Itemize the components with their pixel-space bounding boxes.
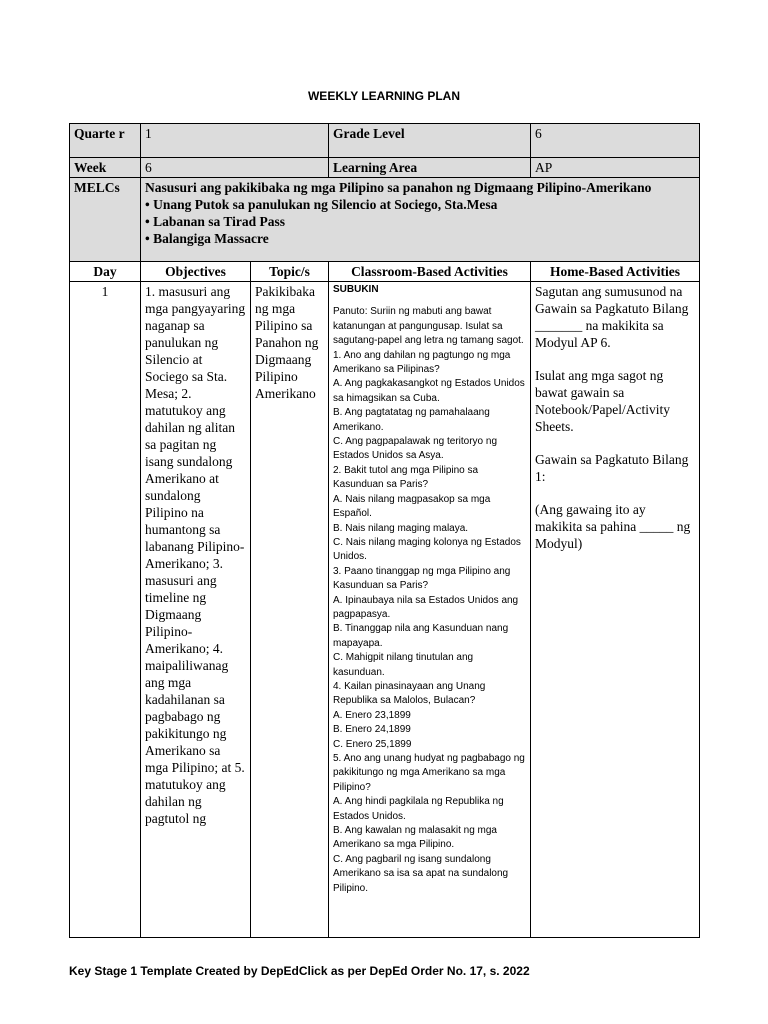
melcs-label: MELCs [70,178,141,262]
home-paragraph: Sagutan ang sumusunod na Gawain sa Pagkatuto Bilang _______ na makikita sa Modyul AP 6. [535,284,689,350]
week-label: Week [70,158,141,178]
learning-area-label: Learning Area [329,158,531,178]
activity-line: A. Nais nilang magpasakop sa mga Español. [333,493,491,520]
document-title: WEEKLY LEARNING PLAN [307,89,460,103]
home-activities-cell [531,282,700,938]
classroom-activities-cell [329,282,531,938]
melcs-row [70,178,700,262]
grade-level-value: 6 [531,124,700,158]
learning-area-value: AP [531,158,700,178]
activity-line: A. Ipinaubaya nila sa Estados Unidos ang pagpapasya. [333,594,519,620]
day-row [70,282,700,938]
melc-line: Nasusuri ang pakikibaka ng mga Pilipino sa panahon ng Digmaang Pilipino-Amerikano [145,180,652,195]
home-paragraph: (Ang gawaing ito ay makikita sa pahina _____ ng Modyul) [535,502,691,551]
melcs-content [141,178,700,262]
header-objectives: Objectives [141,262,251,282]
day-number: 1 [70,282,141,938]
header-home-activities: Home-Based Activities [531,262,700,282]
activity-line: A. Enero 23,1899 [333,709,411,721]
grade-level-label: Grade Level [329,124,531,158]
activity-line: B. Tinanggap nila ang Kasunduan nang mapayapa. [333,623,509,649]
footer-note: Key Stage 1 Template Created by DepEdClick as per DepEd Order No. 17, s. 2022 [69,964,530,978]
activity-line: 2. Bakit tutol ang mga Pilipino sa Kasunduan sa Paris? [333,464,479,491]
subukin-heading: SUBUKIN [333,284,379,295]
melc-line: • Unang Putok sa panulukan ng Silencio at Sociego, Sta.Mesa [145,197,498,212]
header-classroom-activities: Classroom-Based Activities [329,262,531,282]
activity-line: C. Ang pagpapalawak ng teritoryo ng Estados Unidos sa Asya. [333,436,497,462]
activity-line: A. Ang pagkakasangkot ng Estados Unidos sa himagsikan sa Cuba. [333,378,525,404]
quarter-label: Quarte r [70,124,141,158]
activity-line: B. Enero 24,1899 [333,724,411,736]
activity-line: B. Ang kawalan ng malasakit ng mga Amerikano sa mga Pilipino. [333,825,497,851]
header-topics: Topic/s [251,262,329,282]
home-paragraph: Isulat ang mga sagot ng bawat gawain sa Notebook/Papel/Activity Sheets. [535,368,670,434]
objectives-cell: 1. masusuri ang mga pangyayaring naganap sa panulukan ng Silencio at Sociego sa Sta. Mesa; 2. matutukoy ang dahilan ng alitan sa pagitan ng isang sundalong Amerikano at sundalong Pilipino na humantong sa labanang Pilipino-Amerikano; 3. masusuri ang timeline ng Digmaang Pilipino-Amerikano; 4. maipaliliwanag ang mga kadahilanan sa pagbabago ng pakikitungo ng Amerikano sa mga Pilipino; at 5. matutukoy ang dahilan ng pagtutol ng [141,282,251,938]
melc-line: • Labanan sa Tirad Pass [145,214,286,229]
week-value: 6 [141,158,329,178]
activity-line: B. Ang pagtatatag ng pamahalaang Amerikano. [333,407,490,433]
activity-line: C. Ang pagbaril ng isang sundalong Amerikano sa isa sa apat na sundalong Pilipino. [333,853,509,894]
week-row [70,158,700,178]
activity-line: 5. Ano ang unang hudyat ng pagbabago ng pakikitungo ng mga Amerikano sa mga Pilipino? [333,753,525,793]
quarter-value: 1 [141,124,329,158]
activity-line: C. Enero 25,1899 [333,738,412,750]
topic-cell: Pakikibaka ng mga Pilipino sa Panahon ng Digmaang Pilipino Amerikano [251,282,329,938]
activity-line: Panuto: Suriin ng mabuti ang bawat katanungan at pangungusap. Isulat sa sagutang-papel ang letra ng tamang sagot. [333,306,524,347]
home-paragraph: Gawain sa Pagkatuto Bilang 1: [535,452,689,484]
activity-line: B. Nais nilang maging malaya. [333,522,469,534]
header-day: Day [70,262,141,282]
activity-line: 4. Kailan pinasinayaan ang Unang Republika sa Malolos, Bulacan? [333,680,486,707]
learning-plan-table [69,123,700,938]
melc-line: • Balangiga Massacre [145,231,269,246]
activity-line: A. Ang hindi pagkilala ng Republika ng Estados Unidos. [333,796,504,822]
column-header-row [70,262,700,282]
activity-line: C. Nais nilang maging kolonya ng Estados Unidos. [333,536,521,563]
activity-line: 3. Paano tinanggap ng mga Pilipino ang Kasunduan sa Paris? [333,565,511,592]
activity-line: 1. Ano ang dahilan ng pagtungo ng mga Amerikano sa Pilipinas? [333,349,511,376]
quarter-row [70,124,700,158]
activity-line: C. Mahigpit nilang tinutulan ang kasunduan. [333,652,474,678]
